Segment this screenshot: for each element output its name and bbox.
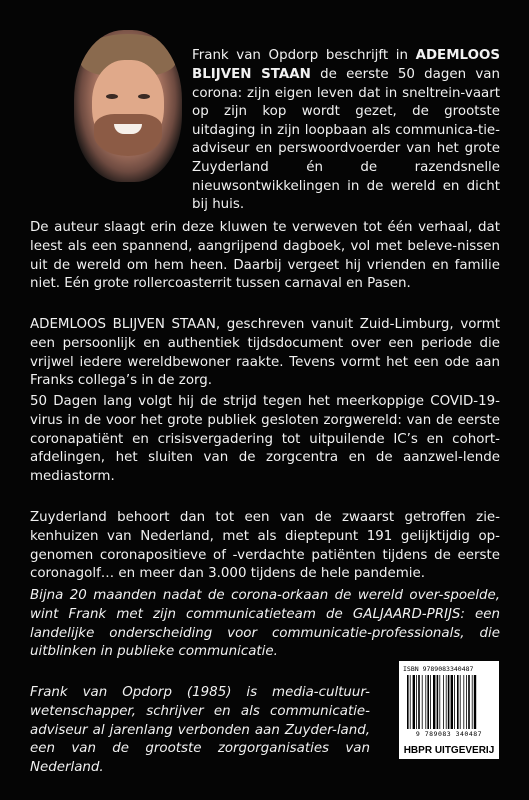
- intro-text-before: Frank van Opdorp beschrijft in: [192, 48, 416, 64]
- barcode-bar: [443, 675, 444, 729]
- barcode-bar: [454, 675, 455, 729]
- isbn-digits: 9 789083 340487: [415, 730, 483, 738]
- author-photo-eye-right: [138, 94, 150, 99]
- isbn-barcode-block: [399, 661, 499, 759]
- barcode-bar: [433, 675, 435, 729]
- paragraph-zuyderland: Zuyderland behoort dan tot een van de zwaarst getroffen zie-kenhuizen van Nederland, met als dieptepunt 191 gelijktijdig op-genomen coronapositieve of -verdachte patiënten tijdens de eerste coronagolf… en meer dan 3.000 tijdens de hele pandemie.: [30, 510, 500, 582]
- paragraph-author-bio: Frank van Opdorp (1985) is media-cultuur-wetenschapper, schrijver en als communicatie-adviseur al jarenlang verbonden aan Zuyder-land, een van de grootste zorgorganisaties van Nederland.: [30, 685, 370, 775]
- barcode-bar: [430, 675, 431, 729]
- publisher-name: HBPR UITGEVERIJ: [403, 745, 495, 756]
- barcode-bar: [416, 675, 417, 729]
- barcode-bar: [439, 675, 440, 729]
- barcode-bar: [457, 675, 459, 729]
- paragraph-fifty-days: 50 Dagen lang volgt hij de strijd tegen het meerkoppige COVID-19-virus in de voor het grote publiek gesloten zorgwereld: van de eerste coronapatiënt en crisisvergadering tot uitpuilende IC’s en cohort-afdelingen, het sluiten van de zorgcentra en de aanzwel-lende mediastorm.: [30, 394, 500, 484]
- barcode-bar: [413, 675, 415, 729]
- intro-paragraph: [192, 47, 500, 214]
- barcode-bar: [460, 675, 461, 729]
- isbn-label: ISBN 9789083340487: [403, 665, 474, 673]
- barcode-bar: [448, 675, 450, 729]
- barcode-bar: [437, 675, 439, 729]
- barcode-bar: [422, 675, 423, 729]
- author-photo-beard: [94, 114, 162, 156]
- barcode-bar: [410, 675, 411, 729]
- barcode-bar: [451, 675, 453, 729]
- barcode-bar: [427, 675, 429, 729]
- barcode-bar: [466, 675, 467, 729]
- paragraph-galjaard-prize: Bijna 20 maanden nadat de corona-orkaan de wereld over-spoelde, wint Frank met zijn communicatieteam de GALJAARD-PRIJS: een landelijke onderscheiding voor communicatie-professionals, die uitblinken in publieke communicatie.: [30, 588, 500, 660]
- paragraph-author-story: De auteur slaagt erin deze kluwen te verweven tot één verhaal, dat leest als een spannend, aangrijpend dagboek, vol met beleve-nissen uit de wereld om hem heen. Daarbij vergeet hij vrienden en familie niet. Eén grote rollercoasterrit tussen carnaval en Pasen.: [30, 220, 500, 292]
- barcode-bars: [407, 675, 491, 729]
- barcode-bar: [407, 675, 409, 729]
- barcode-bar: [468, 675, 470, 729]
- author-photo: [74, 30, 182, 182]
- barcode-bar: [418, 675, 420, 729]
- barcode-bar: [425, 675, 426, 729]
- intro-text-after: de eerste 50 dagen van corona: zijn eigen leven dat in sneltrein-vaart op zijn kop wordt gezet, de grootste uitdaging in zijn loopbaan als communica-tie-adviseur en perswoordvoerder van het grote Zuyderland én de razendsnelle nieuwsontwikkelingen in de wereld en dicht bij huis.: [192, 66, 500, 213]
- author-photo-eye-left: [106, 94, 118, 99]
- barcode-bar: [463, 675, 464, 729]
- paragraph-time-document: ADEMLOOS BLIJVEN STAAN, geschreven vanuit Zuid-Limburg, vormt een persoonlijk en authentiek tijdsdocument over een periode die vrijwel iedere wereldbewoner raakte. Tevens vormt het een ode aan Franks collega’s in de zorg.: [30, 317, 500, 389]
- intro-book-title: ADEMLOOS BLIJVEN STAAN: [192, 48, 500, 82]
- barcode-bar: [474, 675, 476, 729]
- barcode-bar: [472, 675, 473, 729]
- barcode-bar: [446, 675, 447, 729]
